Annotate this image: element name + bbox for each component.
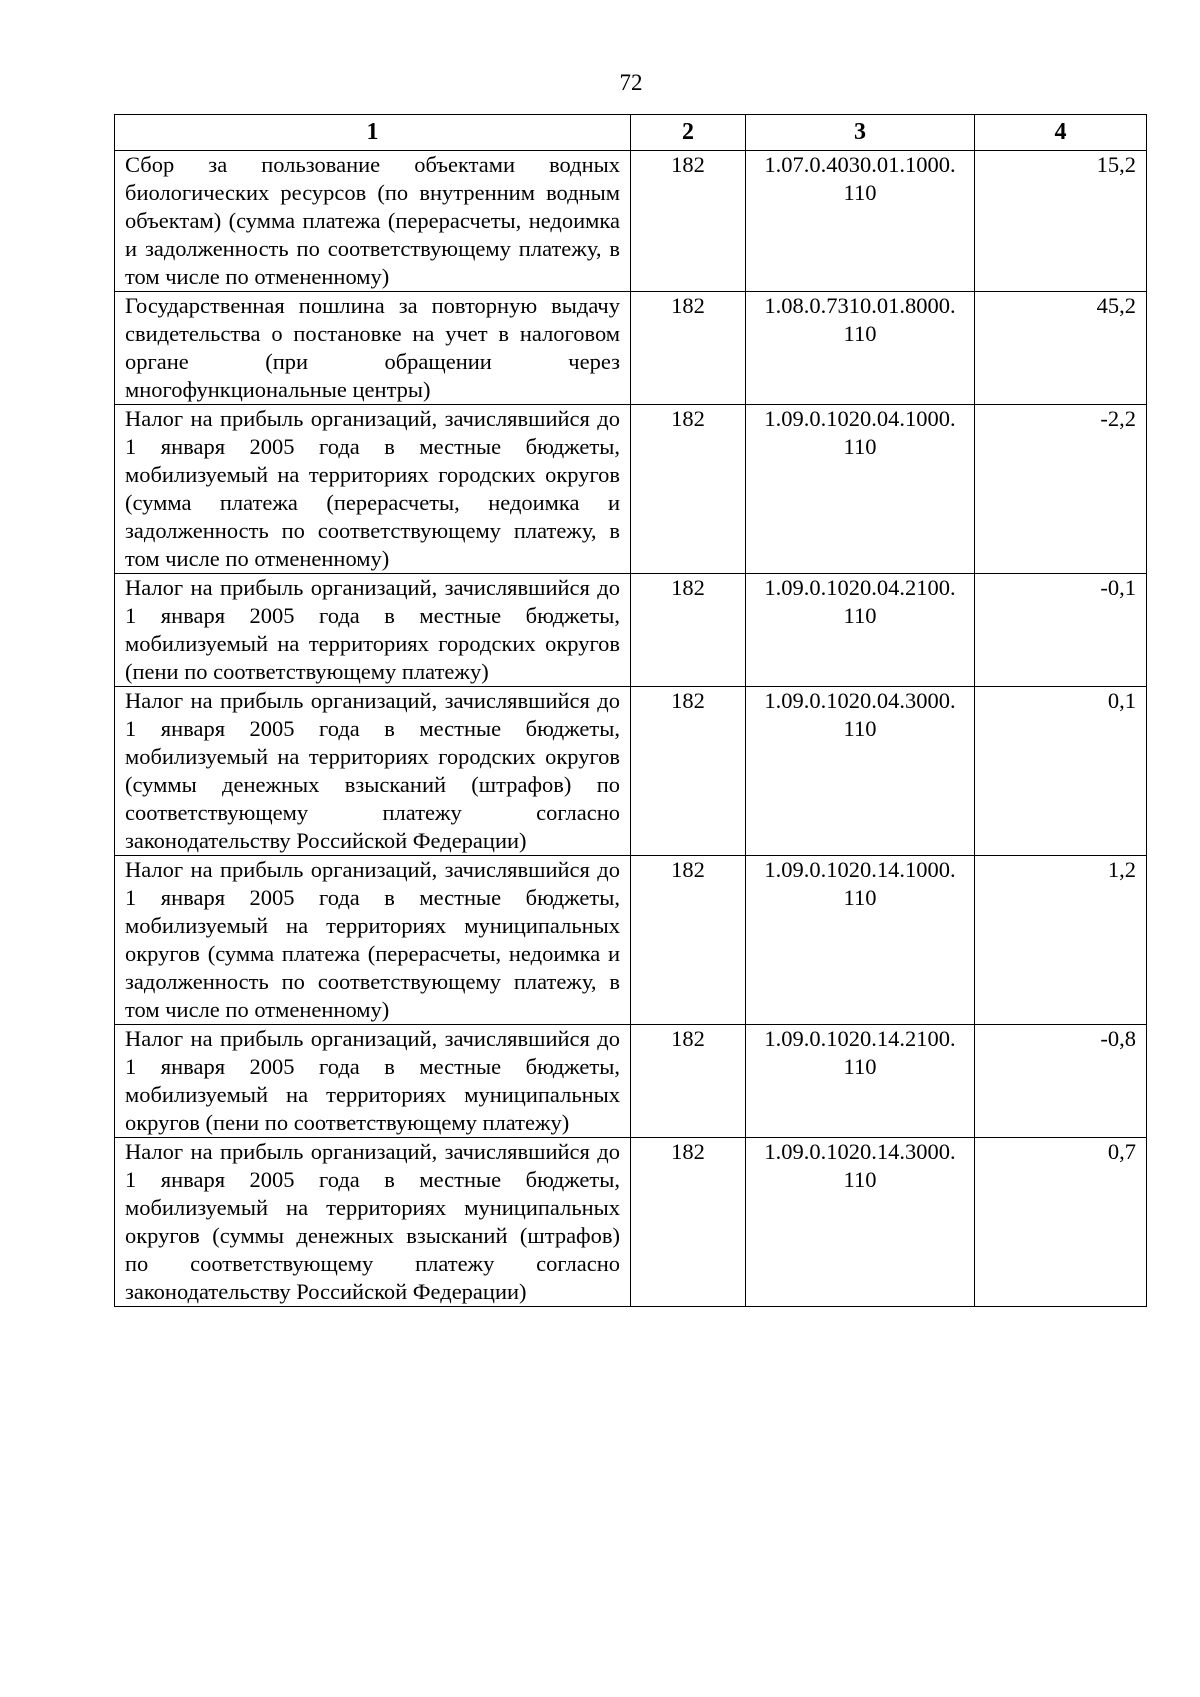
amount-cell: 1,2 (975, 856, 1147, 1025)
amount-cell: -2,2 (975, 405, 1147, 574)
admin-code-cell: 182 (631, 292, 746, 405)
admin-code-cell: 182 (631, 1025, 746, 1138)
revenue-name-cell: Сбор за пользование объектами водных биологических ресурсов (по внутренним водным объектам) (сумма платежа (перерасчеты, недоимка и задолженность по соответствующему платежу, в том числе по отмененному) (115, 151, 631, 292)
admin-code-cell: 182 (631, 574, 746, 687)
admin-code-cell: 182 (631, 1138, 746, 1307)
amount-cell: -0,8 (975, 1025, 1147, 1138)
table-row (115, 405, 1147, 574)
admin-code-cell: 182 (631, 687, 746, 856)
budget-code-cell: 1.09.0.1020.04.2100. 110 (746, 574, 975, 687)
column-header-1: 1 (115, 115, 631, 151)
admin-code-cell: 182 (631, 151, 746, 292)
budget-code-cell: 1.08.0.7310.01.8000. 110 (746, 292, 975, 405)
amount-cell: 0,7 (975, 1138, 1147, 1307)
budget-code-cell: 1.09.0.1020.04.1000. 110 (746, 405, 975, 574)
table-row (115, 1025, 1147, 1138)
column-header-2: 2 (631, 115, 746, 151)
table-header-row (115, 115, 1147, 151)
admin-code-cell: 182 (631, 405, 746, 574)
column-header-4: 4 (975, 115, 1147, 151)
amount-cell: 15,2 (975, 151, 1147, 292)
amount-cell: 0,1 (975, 687, 1147, 856)
revenue-table (114, 114, 1147, 1307)
table-row (115, 856, 1147, 1025)
revenue-name-cell: Налог на прибыль организаций, зачислявшийся до 1 января 2005 года в местные бюджеты, мобилизуемый на территориях муниципальных округов (сумма платежа (перерасчеты, недоимка и задолженность по соответствующему платежу, в том числе по отмененному) (115, 856, 631, 1025)
admin-code-cell: 182 (631, 856, 746, 1025)
amount-cell: 45,2 (975, 292, 1147, 405)
table-row (115, 574, 1147, 687)
amount-cell: -0,1 (975, 574, 1147, 687)
page-number: 72 (619, 70, 643, 95)
table-row (115, 292, 1147, 405)
budget-code-cell: 1.09.0.1020.14.2100. 110 (746, 1025, 975, 1138)
revenue-name-cell: Государственная пошлина за повторную выдачу свидетельства о постановке на учет в налоговом органе (при обращении через многофункциональные центры) (115, 292, 631, 405)
budget-code-cell: 1.09.0.1020.14.1000. 110 (746, 856, 975, 1025)
revenue-name-cell: Налог на прибыль организаций, зачислявшийся до 1 января 2005 года в местные бюджеты, мобилизуемый на территориях муниципальных округов (пени по соответствующему платежу) (115, 1025, 631, 1138)
table-row (115, 151, 1147, 292)
budget-code-cell: 1.09.0.1020.04.3000. 110 (746, 687, 975, 856)
column-header-3: 3 (746, 115, 975, 151)
revenue-name-cell: Налог на прибыль организаций, зачислявшийся до 1 января 2005 года в местные бюджеты, мобилизуемый на территориях городских округов (пени по соответствующему платежу) (115, 574, 631, 687)
table-row (115, 687, 1147, 856)
revenue-name-cell: Налог на прибыль организаций, зачислявшийся до 1 января 2005 года в местные бюджеты, мобилизуемый на территориях городских округов (суммы денежных взысканий (штрафов) по соответствующему платежу согласно законодательству Российской Федерации) (115, 687, 631, 856)
table-row (115, 1138, 1147, 1307)
revenue-name-cell: Налог на прибыль организаций, зачислявшийся до 1 января 2005 года в местные бюджеты, мобилизуемый на территориях муниципальных округов (суммы денежных взысканий (штрафов) по соответствующему платежу согласно законодательству Российской Федерации) (115, 1138, 631, 1307)
budget-code-cell: 1.07.0.4030.01.1000. 110 (746, 151, 975, 292)
revenue-name-cell: Налог на прибыль организаций, зачислявшийся до 1 января 2005 года в местные бюджеты, мобилизуемый на территориях городских округов (сумма платежа (перерасчеты, недоимка и задолженность по соответствующему платежу, в том числе по отмененному) (115, 405, 631, 574)
budget-code-cell: 1.09.0.1020.14.3000. 110 (746, 1138, 975, 1307)
